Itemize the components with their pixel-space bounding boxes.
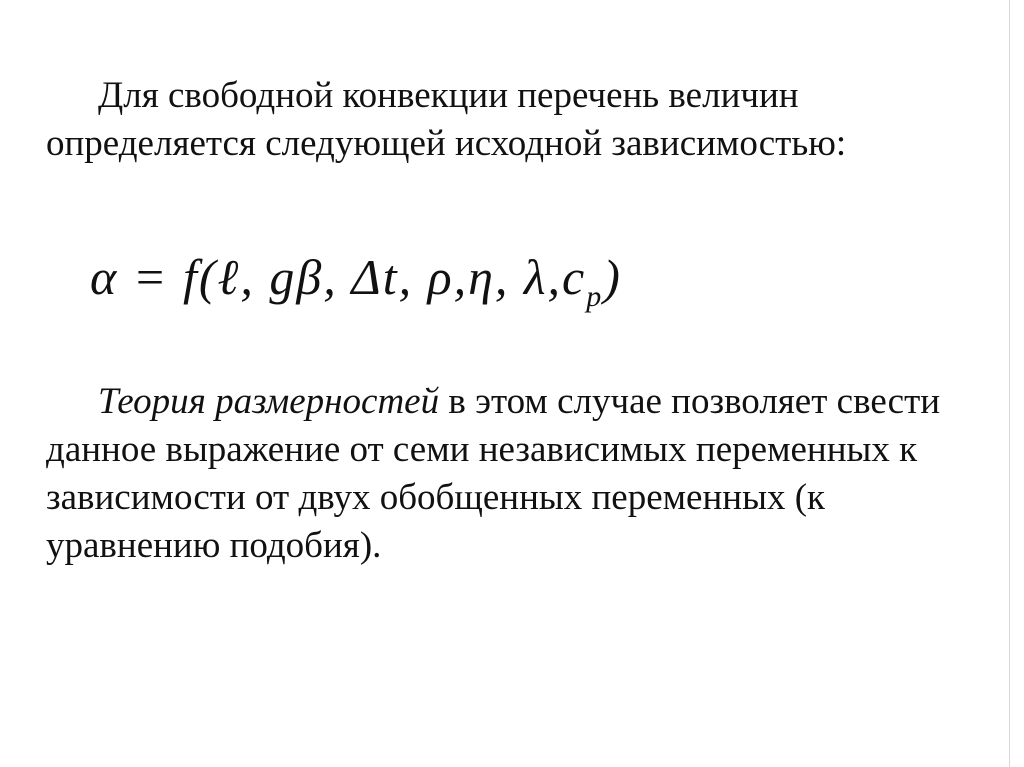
dependency-formula (90, 237, 622, 317)
theory-line-4: уравнению подобия). (46, 525, 382, 566)
formula-subscript: p (586, 280, 604, 313)
intro-line-2: определяется следующей исходной зависимостью: (46, 123, 847, 164)
formula-main: α = f(ℓ, gβ, Δt, ρ,η, λ,c (90, 249, 587, 305)
intro-paragraph (46, 72, 1006, 168)
intro-line-1: Для свободной конвекции перечень величин (98, 75, 799, 116)
dimension-theory-paragraph (46, 378, 1006, 570)
theory-line-3: зависимости от двух обобщенных переменных (к (46, 477, 825, 518)
theory-term: Теория размерностей (98, 381, 440, 422)
formula-closing: ) (603, 249, 622, 305)
theory-line-1-rest: в этом случае позволяет свести (439, 381, 941, 422)
slide-edge-divider (1009, 0, 1010, 767)
theory-line-2: данное выражение от семи независимых переменных к (46, 429, 918, 470)
theory-line-1 (46, 378, 1006, 426)
